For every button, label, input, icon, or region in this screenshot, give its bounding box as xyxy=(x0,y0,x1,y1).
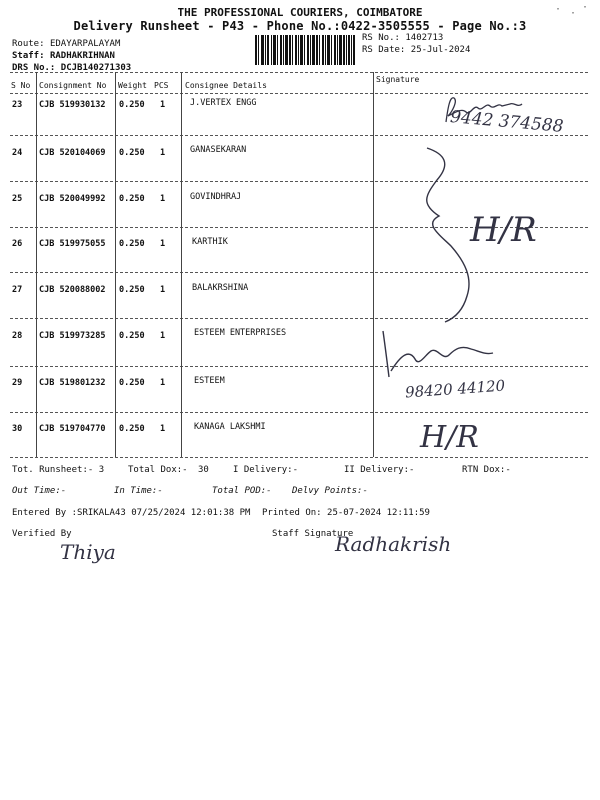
rtn-dox-label: RTN Dox:- xyxy=(462,465,511,475)
verified-by-label: Verified By xyxy=(12,529,72,539)
total-runsheet: Tot. Runsheet:- 3 xyxy=(12,465,105,475)
cell-consignment: CJB 520049992 xyxy=(39,194,106,204)
rs-no-line xyxy=(362,33,443,43)
col-header-weight: Weight xyxy=(118,81,147,90)
cell-consignment: CJB 519801232 xyxy=(39,378,106,388)
staff-value: RADHAKRIHNAN xyxy=(49,51,115,61)
table-bottom-line xyxy=(10,457,588,458)
cell-consignee: ESTEEM ENTERPRISES xyxy=(194,328,287,338)
route-line xyxy=(12,39,120,49)
staff-line xyxy=(12,51,115,61)
cell-consignee: GOVINDHRAJ xyxy=(190,192,242,202)
total-pod-label: Total POD:- xyxy=(212,486,272,496)
cell-pcs: 1 xyxy=(160,285,166,295)
cell-sno: 23 xyxy=(12,100,23,110)
company-name: THE PROFESSIONAL COURIERS, COIMBATORE xyxy=(177,6,423,19)
printed-on: Printed On: 25-07-2024 12:11:59 xyxy=(262,508,430,518)
in-time-label: In Time:- xyxy=(114,486,163,496)
column-divider xyxy=(36,72,37,457)
ii-delivery-label: II Delivery:- xyxy=(344,465,415,475)
handwritten-signature-row28 xyxy=(375,325,505,385)
column-divider xyxy=(115,72,116,457)
cell-weight: 0.250 xyxy=(119,424,145,434)
col-header-consignee: Consignee Details xyxy=(185,81,267,90)
cell-sno: 28 xyxy=(12,331,23,341)
cell-pcs: 1 xyxy=(160,148,166,158)
cell-consignment: CJB 519973285 xyxy=(39,331,106,341)
staff-label: Staff: xyxy=(12,51,45,61)
route-label: Route: xyxy=(12,39,45,49)
drs-value: DCJB140271303 xyxy=(60,63,132,73)
cell-consignee: J.VERTEX ENGG xyxy=(190,98,257,108)
barcode xyxy=(255,35,355,65)
route-value: EDAYARPALAYAM xyxy=(49,39,121,49)
column-divider xyxy=(373,72,374,457)
scan-speck: · xyxy=(555,4,562,15)
column-divider xyxy=(181,72,182,457)
cell-consignment: CJB 519930132 xyxy=(39,100,106,110)
scan-speck: · xyxy=(582,2,589,13)
cell-consignee: BALAKRSHINA xyxy=(192,283,249,293)
total-dox-value: 30 xyxy=(198,465,209,475)
cell-weight: 0.250 xyxy=(119,285,145,295)
rs-no-value: 1402713 xyxy=(405,33,444,43)
cell-pcs: 1 xyxy=(160,378,166,388)
i-delivery-label: I Delivery:- xyxy=(233,465,299,475)
rs-date-line xyxy=(362,45,470,55)
rs-date-label: RS Date: xyxy=(362,45,406,55)
total-dox-label: Total Dox:- xyxy=(128,465,188,475)
cell-pcs: 1 xyxy=(160,194,166,204)
cell-consignee: ESTEEM xyxy=(194,376,225,386)
handwritten-hr-mark: H/R xyxy=(470,210,537,250)
cell-weight: 0.250 xyxy=(119,239,145,249)
scan-speck: · xyxy=(570,8,577,19)
cell-consignee: KARTHIK xyxy=(192,237,228,247)
row-divider xyxy=(10,412,588,413)
handwritten-hr-mark: H/R xyxy=(420,420,479,455)
rs-no-label: RS No.: xyxy=(362,33,400,43)
table-top-line xyxy=(10,72,588,73)
cell-weight: 0.250 xyxy=(119,378,145,388)
verified-by-signature: Thiya xyxy=(60,540,116,564)
cell-pcs: 1 xyxy=(160,331,166,341)
runsheet-title: Delivery Runsheet - P43 - Phone No.:0422-3505555 - Page No.:3 xyxy=(73,19,527,33)
cell-consignment: CJB 519704770 xyxy=(39,424,106,434)
rs-date-value: 25-Jul-2024 xyxy=(410,45,471,55)
cell-sno: 30 xyxy=(12,424,23,434)
out-time-label: Out Time:- xyxy=(12,486,67,496)
entered-by: Entered By :SRIKALA43 07/25/2024 12:01:38 PM xyxy=(12,508,251,518)
cell-pcs: 1 xyxy=(160,239,166,249)
staff-signature-handwritten: Radhakrish xyxy=(335,532,452,556)
cell-weight: 0.250 xyxy=(119,331,145,341)
col-header-pcs: PCS xyxy=(154,81,169,90)
cell-sno: 29 xyxy=(12,378,23,388)
cell-sno: 25 xyxy=(12,194,23,204)
row-divider xyxy=(10,135,588,136)
cell-consignment: CJB 520088002 xyxy=(39,285,106,295)
cell-consignment: CJB 520104069 xyxy=(39,148,106,158)
col-header-sno: S No xyxy=(11,81,31,90)
cell-weight: 0.250 xyxy=(119,194,145,204)
cell-consignment: CJB 519975055 xyxy=(39,239,106,249)
cell-consignee: KANAGA LAKSHMI xyxy=(194,422,266,432)
cell-pcs: 1 xyxy=(160,424,166,434)
cell-consignee: GANASEKARAN xyxy=(190,145,247,155)
col-header-consignment: Consignment No xyxy=(39,81,107,90)
col-header-signature: Signature xyxy=(376,75,420,84)
drs-label: DRS No.: xyxy=(12,63,56,73)
cell-weight: 0.250 xyxy=(119,100,145,110)
cell-weight: 0.250 xyxy=(119,148,145,158)
handwritten-phone-row29: 98420 44120 xyxy=(404,376,506,402)
handwritten-phone-row23: 9442 374588 xyxy=(449,107,565,137)
delvy-points-label: Delvy Points:- xyxy=(292,486,368,496)
staff-signature-label: Staff Signature xyxy=(272,529,354,539)
cell-sno: 24 xyxy=(12,148,23,158)
cell-pcs: 1 xyxy=(160,100,166,110)
cell-sno: 26 xyxy=(12,239,23,249)
cell-sno: 27 xyxy=(12,285,23,295)
